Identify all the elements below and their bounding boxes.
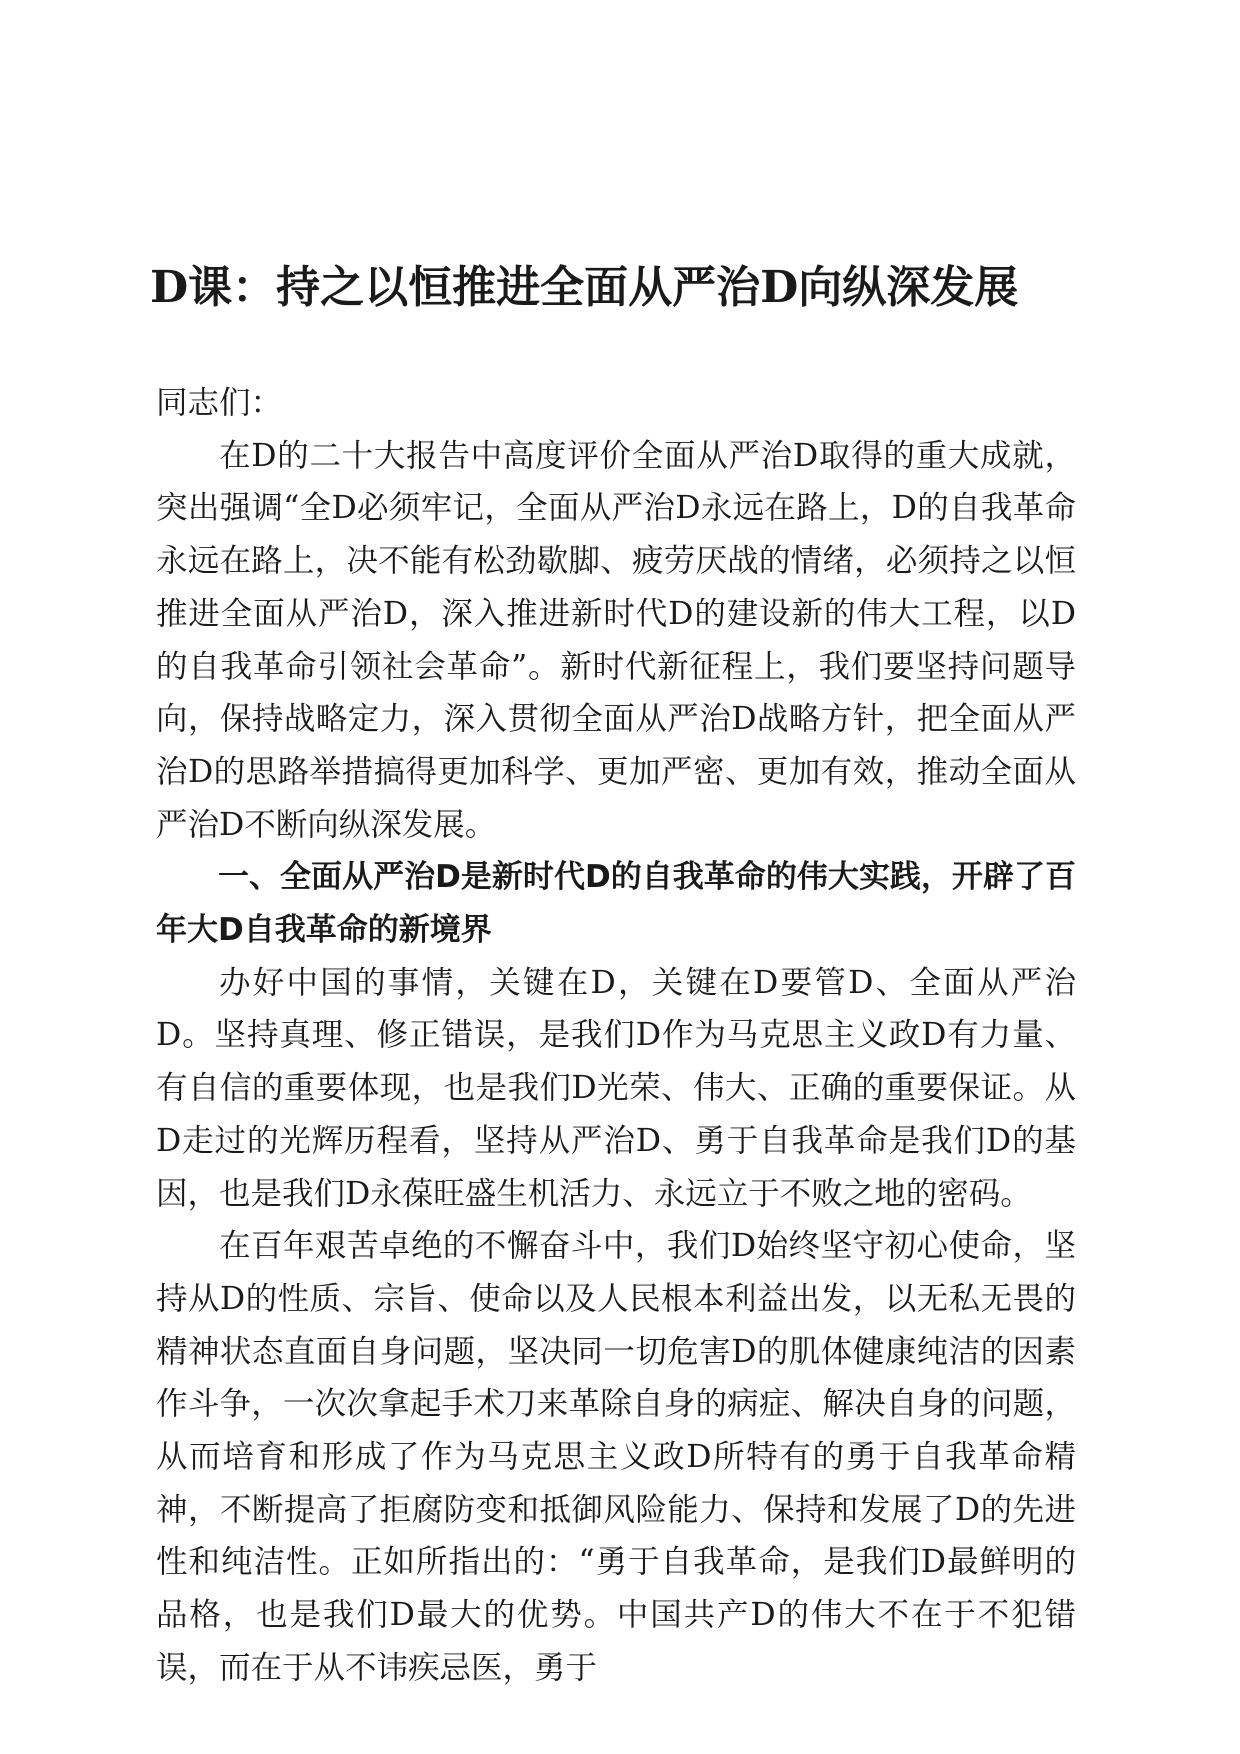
intro-paragraph: 在D的二十大报告中高度评价全面从严治D取得的重大成就，突出强调“全D必须牢记，全面从严治D永远在路上，D的自我革命永远在路上，决不能有松劲歇脚、疲劳厌战的情绪，必须持之以恒推进全面从严治D，深入推进新时代D的建设新的伟大工程，以D的自我革命引领社会革命”。新时代新征程上，我们要坚持问题导向，保持战略定力，深入贯彻全面从严治D战略方针，把全面从严治D的思路举措搞得更加科学、更加严密、更加有效，推动全面从严治D不断向纵深发展。 [156,437,1076,843]
salutation: 同志们： [156,385,283,421]
section-heading: 一、全面从严治D是新时代D的自我革命的伟大实践，开辟了百年大D自我革命的新境界 [156,859,1076,949]
section-paragraph-1: 办好中国的事情，关键在D，关键在D要管D、全面从严治D。坚持真理、修正错误，是我们D作为马克思主义政D有力量、有自信的重要体现，也是我们D光荣、伟大、正确的重要保证。从D走过的光辉历程看，坚持从严治D、勇于自我革命是我们D的基因，也是我们D永葆旺盛生机活力、永远立于不败之地的密码。 [156,964,1076,1212]
section-paragraph-2: 在百年艰苦卓绝的不懈奋斗中，我们D始终坚守初心使命，坚持从D的性质、宗旨、使命以及人民根本利益出发，以无私无畏的精神状态直面自身问题，坚决同一切危害D的肌体健康纯洁的因素作斗争，一次次拿起手术刀来革除自身的病症、解决自身的问题，从而培育和形成了作为马克思主义政D所特有的勇于自我革命精神，不断提高了拒腐防变和抵御风险能力、保持和发展了D的先进性和纯洁性。正如所指出的：“勇于自我革命，是我们D最鲜明的品格，也是我们D最大的优势。中国共产D的伟大不在于不犯错误，而在于从不讳疾忌医，勇于 [156,1228,1076,1686]
document-title: D课：持之以恒推进全面从严治D向纵深发展 [150,262,1019,313]
document-body [156,377,1076,1695]
